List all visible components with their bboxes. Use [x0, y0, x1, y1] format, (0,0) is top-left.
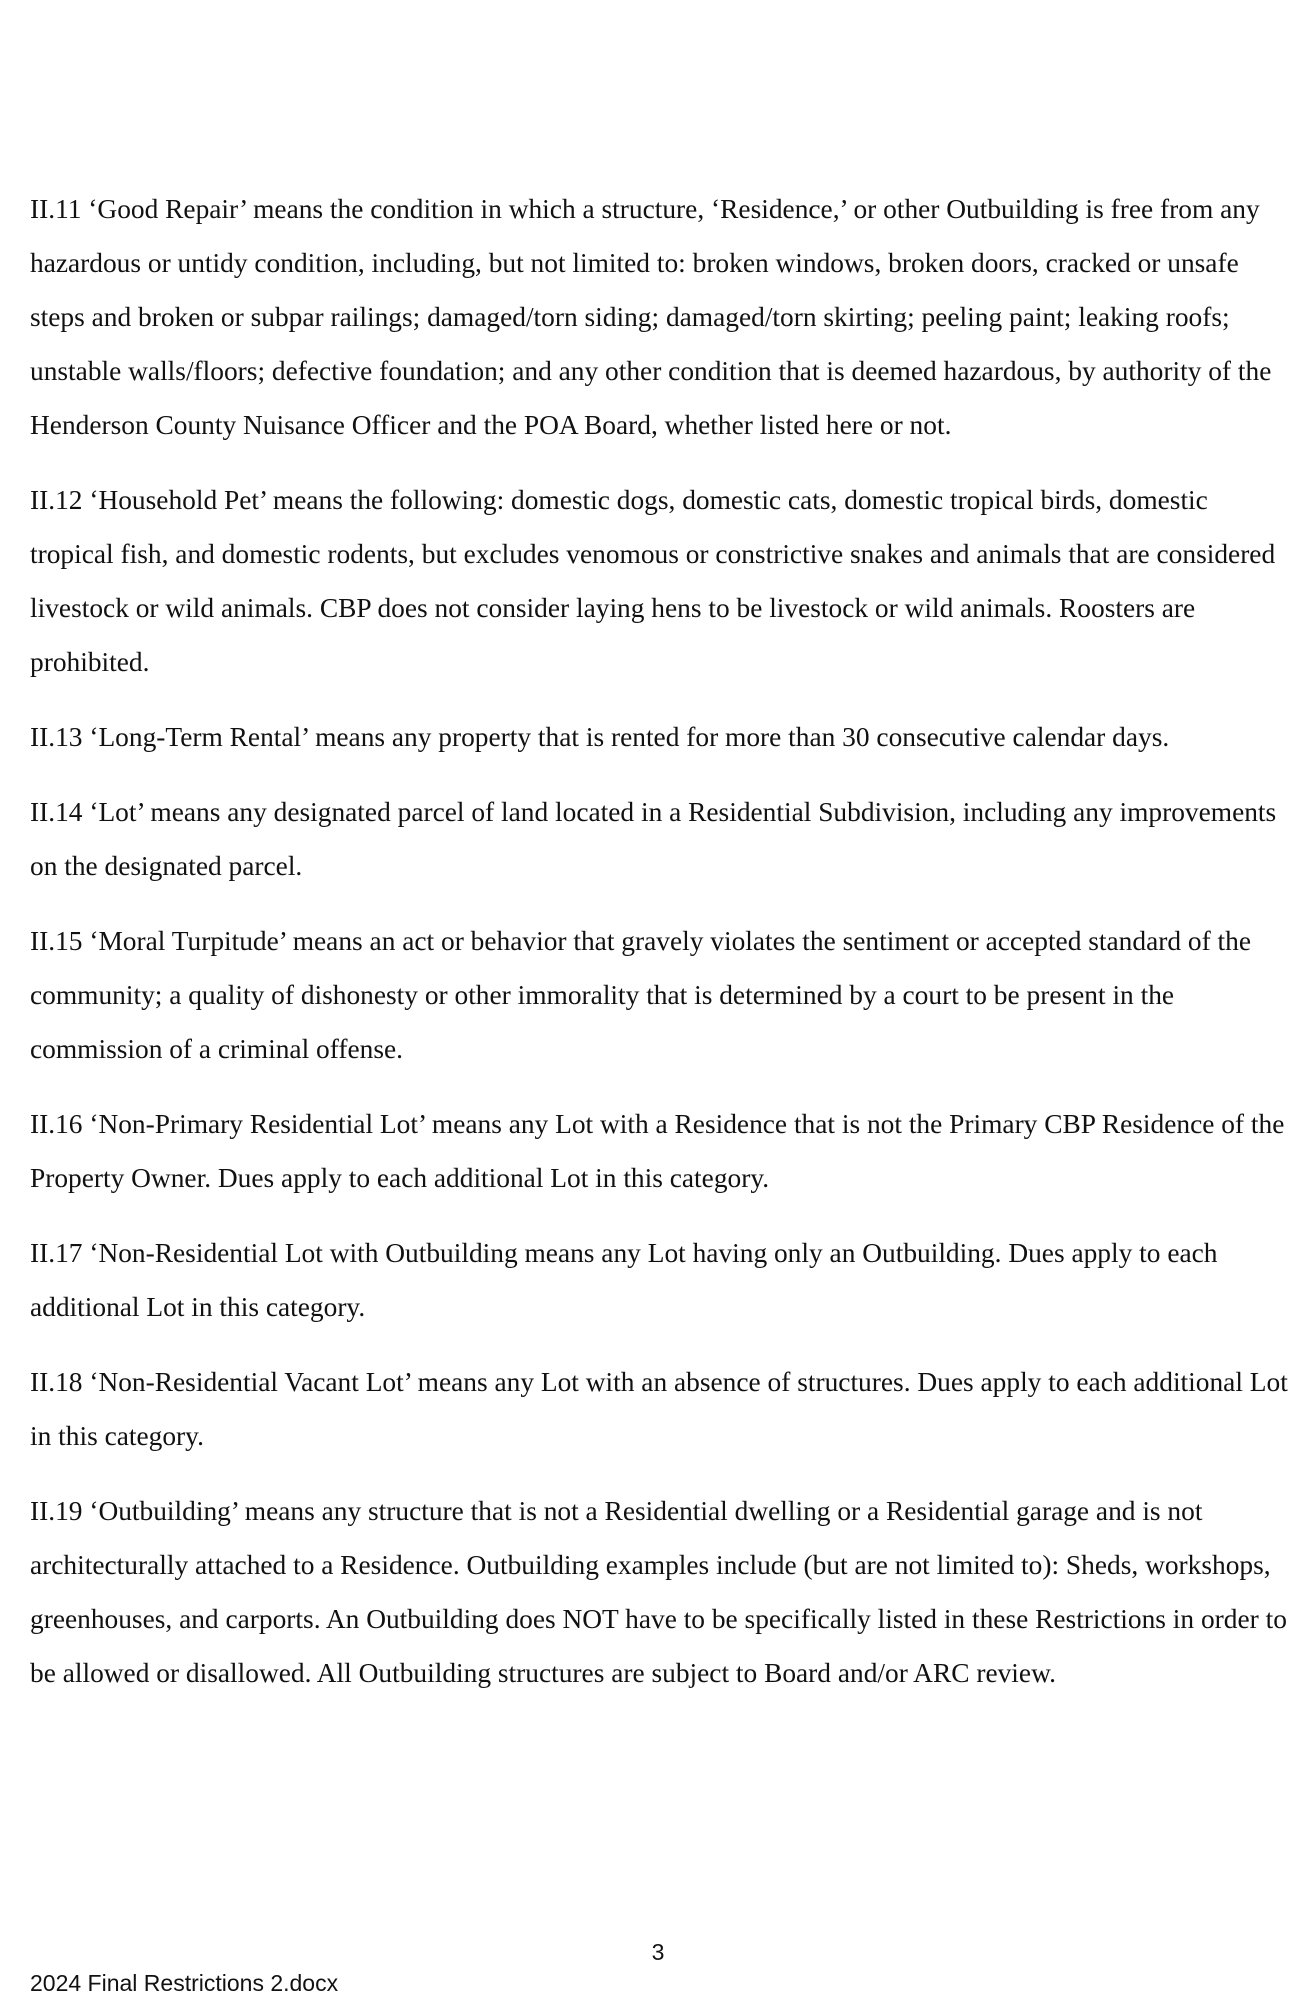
definition-paragraph-ii-17: II.17 ‘Non-Residential Lot with Outbuilding means any Lot having only an Outbuilding. Dues apply to each additional Lot in this category. — [30, 1238, 1218, 1322]
definition-paragraph-ii-15: II.15 ‘Moral Turpitude’ means an act or behavior that gravely violates the sentiment or accepted standard of the community; a quality of dishonesty or other immorality that is determined by a court to be present in the commission of a criminal offense. — [30, 926, 1252, 1064]
document-body — [30, 182, 1292, 1721]
definition-paragraph-ii-19: II.19 ‘Outbuilding’ means any structure that is not a Residential dwelling or a Residential garage and is not architecturally attached to a Residence. Outbuilding examples include (but are not limited to): Sheds, workshops, greenhouses, and carports. An Outbuilding does NOT have to be specifically listed in these Restrictions in order to be allowed or disallowed. All Outbuilding structures are subject to Board and/or ARC review. — [30, 1496, 1287, 1688]
definition-paragraph-ii-11: II.11 ‘Good Repair’ means the condition in which a structure, ‘Residence,’ or other Outbuilding is free from any hazardous or untidy condition, including, but not limited to: broken windows, broken doors, cracked or unsafe steps and broken or subpar railings; damaged/torn siding; damaged/torn skirting; peeling paint; leaking roofs; unstable walls/floors; defective foundation; and any other condition that is deemed hazardous, by authority of the Henderson County Nuisance Officer and the POA Board, whether listed here or not. — [30, 194, 1272, 440]
definition-paragraph-ii-16: II.16 ‘Non-Primary Residential Lot’ means any Lot with a Residence that is not the Primary CBP Residence of the Property Owner. Dues apply to each additional Lot in this category. — [30, 1109, 1285, 1193]
footer-filename: 2024 Final Restrictions 2.docx — [30, 1970, 339, 1996]
definition-paragraph-ii-12: II.12 ‘Household Pet’ means the following: domestic dogs, domestic cats, domestic tropical birds, domestic tropical fish, and domestic rodents, but excludes venomous or constrictive snakes and animals that are considered livestock or wild animals. CBP does not consider laying hens to be livestock or wild animals. Roosters are prohibited. — [30, 485, 1276, 677]
definition-paragraph-ii-14: II.14 ‘Lot’ means any designated parcel of land located in a Residential Subdivision, including any improvements on the designated parcel. — [30, 797, 1277, 881]
definition-paragraph-ii-13: II.13 ‘Long-Term Rental’ means any property that is rented for more than 30 consecutive calendar days. — [30, 722, 1170, 752]
page-number: 3 — [651, 1939, 665, 1965]
definition-paragraph-ii-18: II.18 ‘Non-Residential Vacant Lot’ means any Lot with an absence of structures. Dues apply to each additional Lot in this category. — [30, 1367, 1288, 1451]
